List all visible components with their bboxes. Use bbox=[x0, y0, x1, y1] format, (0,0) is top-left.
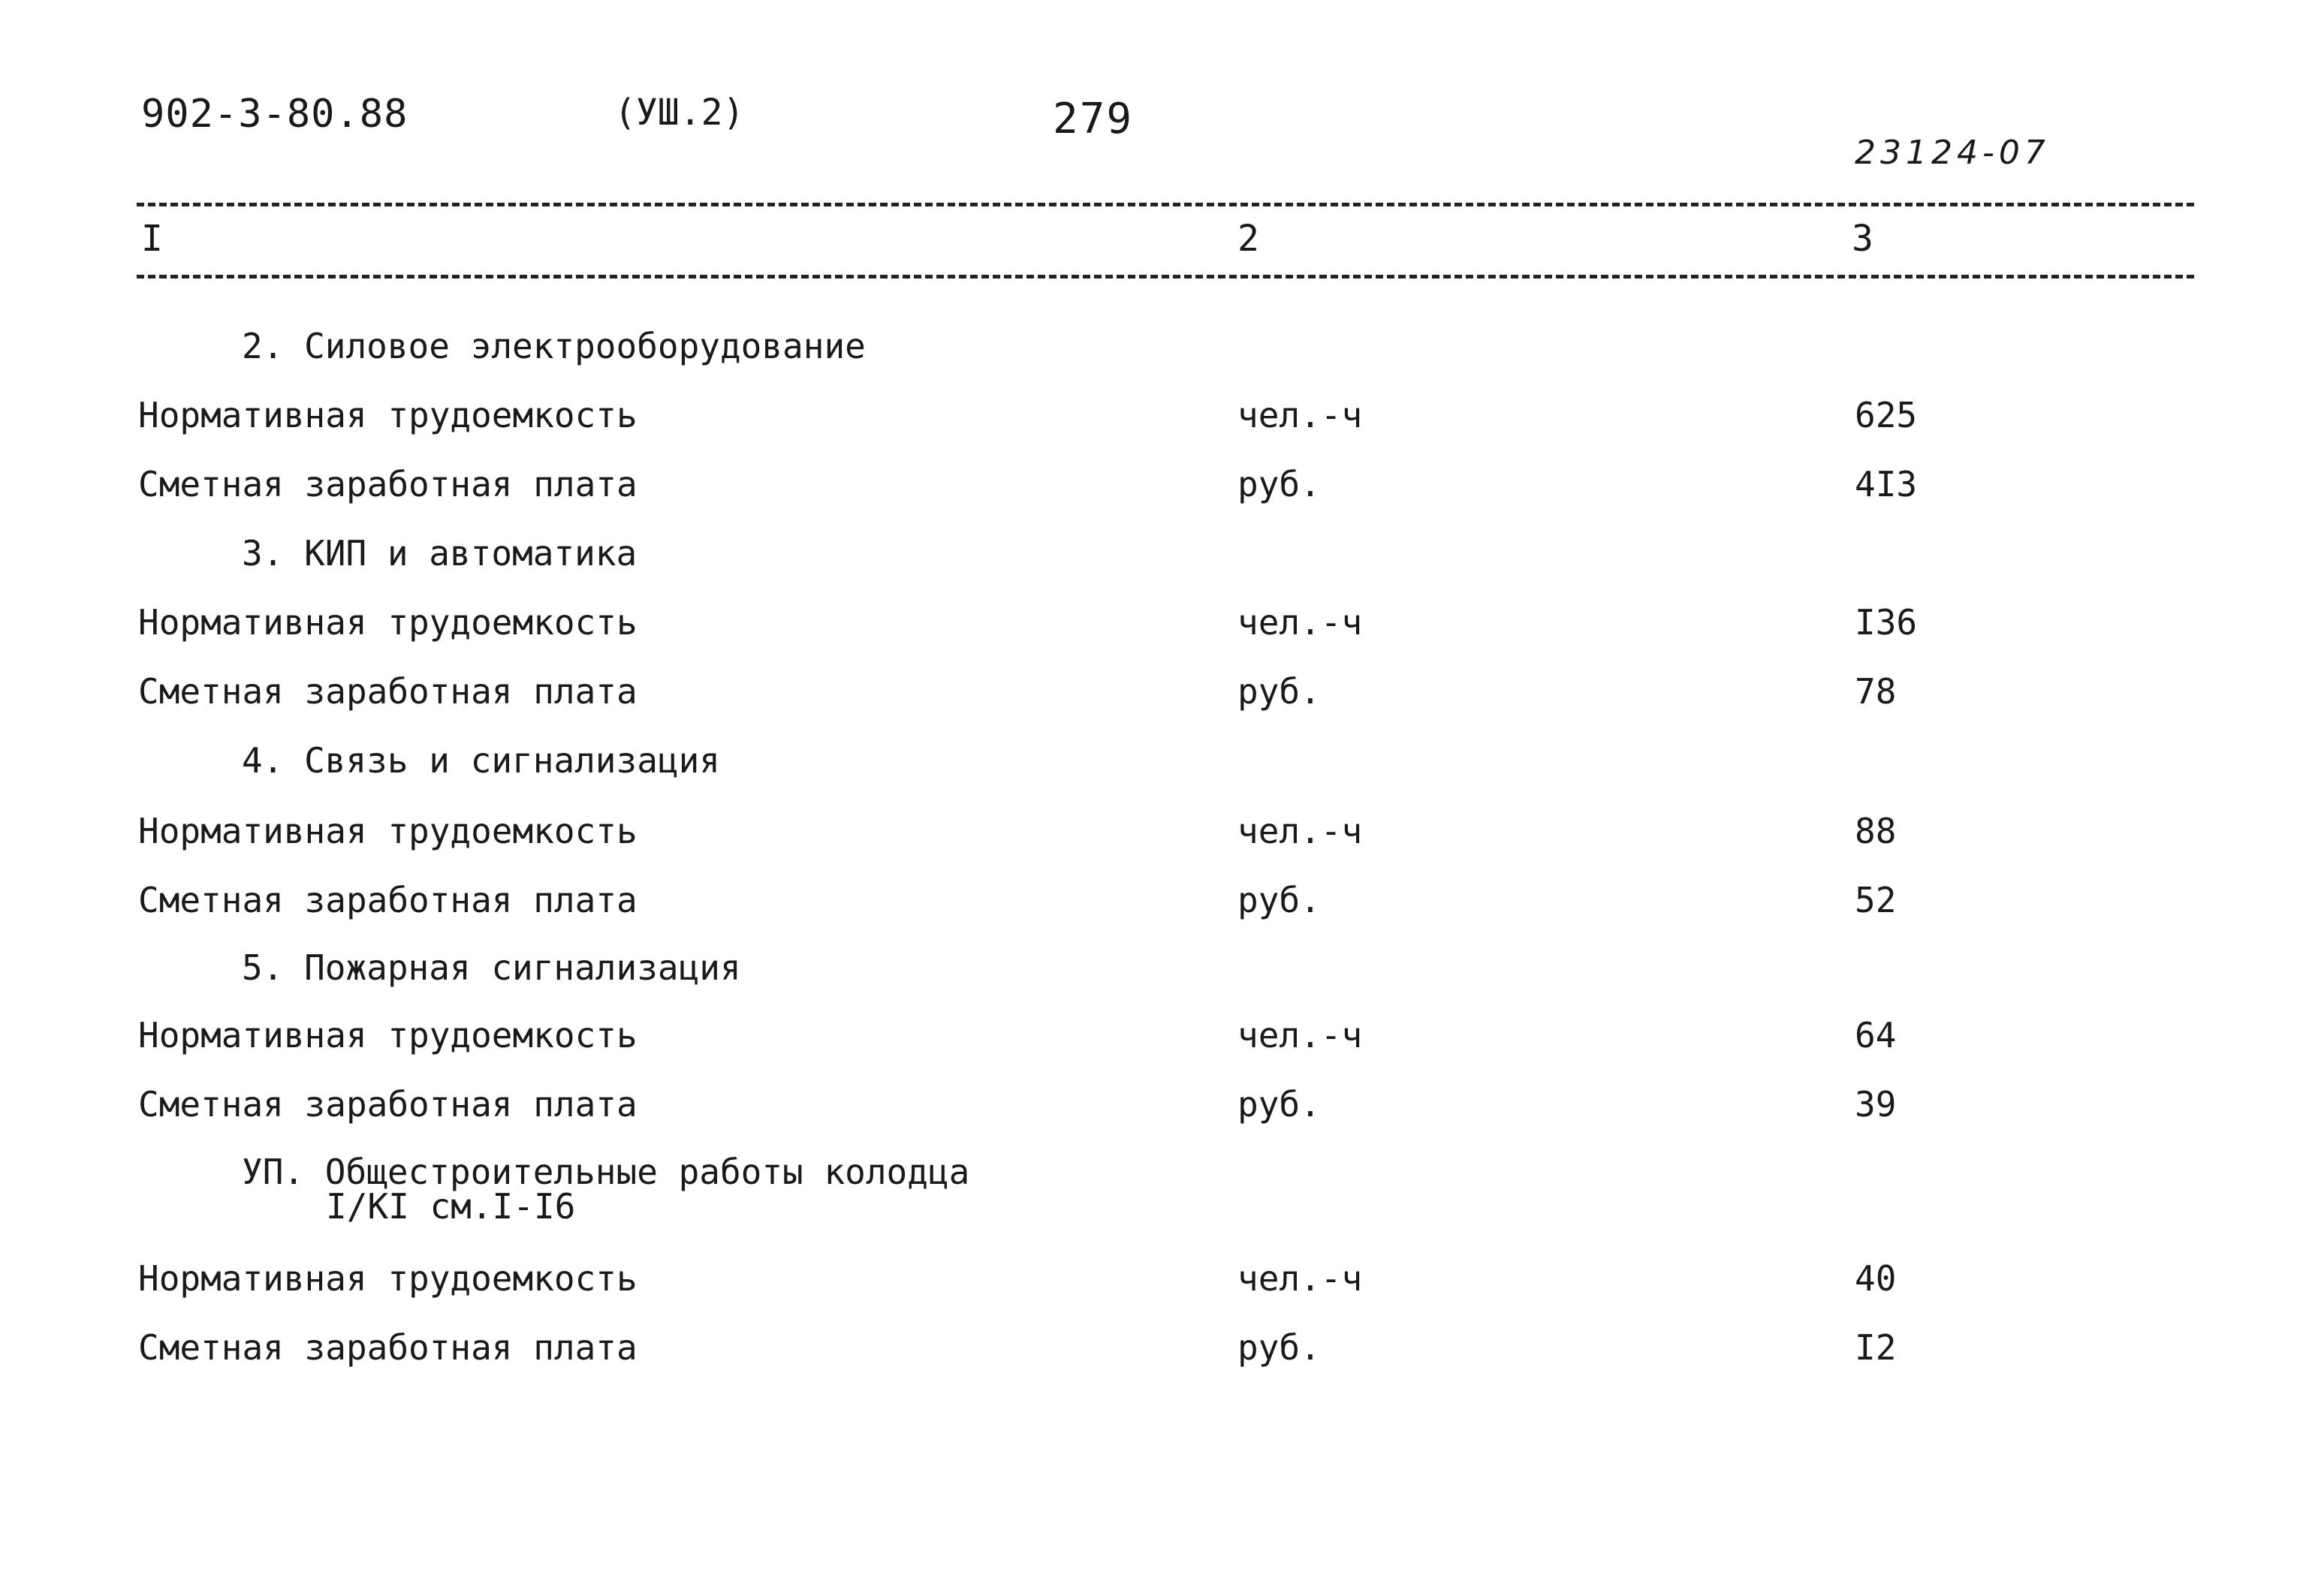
row-value: 64 bbox=[1855, 1015, 1897, 1055]
column-header-3: 3 bbox=[1852, 218, 1873, 260]
row-unit: руб. bbox=[1237, 1327, 1321, 1368]
section-heading-row bbox=[0, 533, 2306, 578]
table-row bbox=[0, 464, 2306, 509]
table-header-bottom-rule bbox=[137, 275, 2194, 279]
section-heading: 3. КИП и автоматика bbox=[242, 533, 638, 574]
table-row bbox=[0, 811, 2306, 856]
row-value: I36 bbox=[1855, 602, 1918, 643]
row-label: Сметная заработная плата bbox=[138, 880, 638, 920]
table-row bbox=[0, 1258, 2306, 1303]
table-row bbox=[0, 395, 2306, 440]
section-heading: 5. Пожарная сигнализация bbox=[242, 947, 741, 988]
row-label: Сметная заработная плата bbox=[138, 464, 638, 504]
row-unit: чел.-ч bbox=[1237, 1258, 1363, 1299]
row-unit: чел.-ч bbox=[1237, 602, 1363, 643]
row-unit: руб. bbox=[1237, 464, 1321, 504]
table-row bbox=[0, 880, 2306, 925]
table-row bbox=[0, 671, 2306, 716]
row-value: 39 bbox=[1855, 1084, 1897, 1125]
section-heading: 2. Силовое электрооборудование bbox=[242, 326, 866, 366]
row-value: 625 bbox=[1855, 395, 1918, 435]
row-label: Нормативная трудоемкость bbox=[138, 395, 638, 435]
column-header-1: I bbox=[141, 218, 163, 260]
section-heading: 4. Связь и сигнализация bbox=[242, 740, 720, 781]
row-label: Нормативная трудоемкость bbox=[138, 811, 638, 851]
row-label: Сметная заработная плата bbox=[138, 1327, 638, 1368]
section-heading-multiline bbox=[242, 1152, 970, 1227]
table-row bbox=[0, 602, 2306, 647]
section-heading-line-1: УП. Общестроительные работы колодца bbox=[242, 1152, 970, 1192]
table-row bbox=[0, 1327, 2306, 1372]
row-label: Сметная заработная плата bbox=[138, 671, 638, 712]
row-label: Сметная заработная плата bbox=[138, 1084, 638, 1125]
page-number: 279 bbox=[1053, 95, 1134, 143]
row-label: Нормативная трудоемкость bbox=[138, 1258, 638, 1299]
row-value: I2 bbox=[1855, 1327, 1897, 1368]
row-unit: руб. bbox=[1237, 671, 1321, 712]
row-label: Нормативная трудоемкость bbox=[138, 1015, 638, 1055]
row-value: 78 bbox=[1855, 671, 1897, 712]
row-value: 52 bbox=[1855, 880, 1897, 920]
row-unit: руб. bbox=[1237, 880, 1321, 920]
document-code: 902-3-80.88 bbox=[141, 92, 408, 137]
table-row bbox=[0, 1015, 2306, 1060]
section-heading-row bbox=[0, 740, 2306, 785]
sheet-reference: (УШ.2) bbox=[614, 92, 745, 134]
row-value: 88 bbox=[1855, 811, 1897, 851]
section-heading-line-2: I/KI см.I-I6 bbox=[326, 1186, 576, 1227]
row-value: 4I3 bbox=[1855, 464, 1918, 504]
inventory-number: 23124-07 bbox=[1855, 134, 2050, 172]
row-unit: руб. bbox=[1237, 1084, 1321, 1125]
section-heading-row bbox=[0, 326, 2306, 371]
row-unit: чел.-ч bbox=[1237, 395, 1363, 435]
row-label: Нормативная трудоемкость bbox=[138, 602, 638, 643]
section-heading-row bbox=[0, 947, 2306, 992]
table-header-top-rule bbox=[137, 203, 2194, 206]
row-unit: чел.-ч bbox=[1237, 1015, 1363, 1055]
row-value: 40 bbox=[1855, 1258, 1897, 1299]
column-header-2: 2 bbox=[1237, 218, 1259, 260]
table-row bbox=[0, 1084, 2306, 1129]
row-unit: чел.-ч bbox=[1237, 811, 1363, 851]
